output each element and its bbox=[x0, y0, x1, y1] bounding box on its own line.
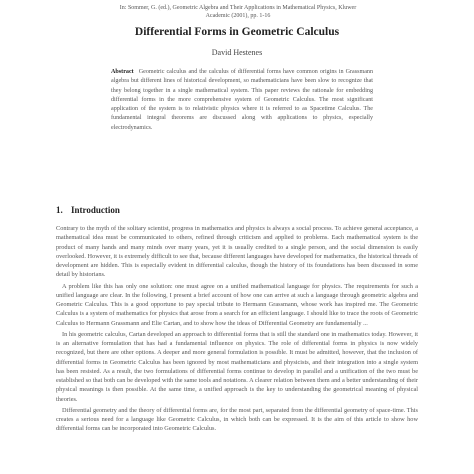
body-text bbox=[56, 224, 418, 472]
body-paragraph: In his geometric calculus, Cartan developed an approach to differential forms that is still the standard one in mathematics today. However, it is an alternative formulation that has had a fundamental influence on physics. The role of differential forms in physics is now widely recognized, but there are other options. A deeper and more general formulation is possible. It must be admitted, however, that the inclusion of differential forms in Geometric Calculus has been ignored by most mathematicians and physicists, and their integration into a single system has been resisted. As a result, the two formulations of differential forms continue to develop in parallel and a unification of the two must be established so that both can be developed with the same tools and notations. A clearer relation between them and a better understanding of their physical meanings is then possible. At the same time, a unified approach is the key to understanding the geometrical meaning of physical theories. bbox=[56, 330, 418, 403]
body-paragraph: Differential geometry and the theory of differential forms are, for the most part, separated from the differential geometry of space-time. This creates a serious need for a language like Geometric Calculus, in which both can be expressed. It is the aim of this article to show how differential forms can be incorporated into Geometric Calculus. bbox=[56, 406, 418, 433]
abstract-text: Geometric calculus and the calculus of differential forms have common origins in Grassmann algebra but different lines of historical development, so mathematicians have been slow to recognize that they belong together in a single mathematical system. This paper reviews the rationale for embedding differential forms in the more comprehensive system of Geometric Calculus. The most significant application of the system is to relativistic physics where it is referred to as Spacetime Calculus. The fundamental integral theorems are discussed along with applications to physics, especially electrodynamics. bbox=[111, 69, 373, 131]
paper-author: David Hestenes bbox=[211, 48, 263, 57]
body-paragraph: Contrary to the myth of the solitary scientist, progress in mathematics and physics is always a social process. To achieve general acceptance, a mathematical idea must be communicated to others, refined through criticism and applied to problems. Each mathematical system is the product of many hands and many minds over many years, yet it is usually credited to a single person, and the social dimension is easily overlooked. However, it is extremely difficult to see that, because different languages have developed for mathematics, the historical threads of development are hidden. This is especially evident in differential calculus, though the history of its foundations has been discussed in some detail by historians. bbox=[56, 225, 418, 279]
section-title: Introduction bbox=[71, 205, 120, 215]
section-number: 1. bbox=[56, 205, 63, 215]
publication-note: In: Sommer, G. (ed.), Geometric Algebra and Their Applications in Mathematical Physics, Kluwer Academic (2001), pp. 1-16 bbox=[119, 5, 357, 19]
body-paragraph: A problem like this has only one solution: one must agree on a unified mathematical language for physics. The requirements for such a unified language are clear. In the following, I present a brief account of how one can arrive at such a language through geometric algebra and Geometric Calculus. This is a good opportune to pay special tribute to Hermann Grassmann, whose work has inspired me. The Geometric Calculus is a system of mathematics for physics that arose from a search for an efficient language. I should like to trace the roots of Geometric Calculus to Hermann Grassmann and Elie Cartan, and to show how the ideas of Differential Geometry are fundamentally ... bbox=[56, 282, 418, 327]
section-heading bbox=[56, 205, 356, 215]
abstract-block bbox=[111, 68, 373, 160]
paper-title: Differential Forms in Geometric Calculus bbox=[134, 26, 340, 38]
abstract-label: Abstract bbox=[111, 69, 134, 75]
